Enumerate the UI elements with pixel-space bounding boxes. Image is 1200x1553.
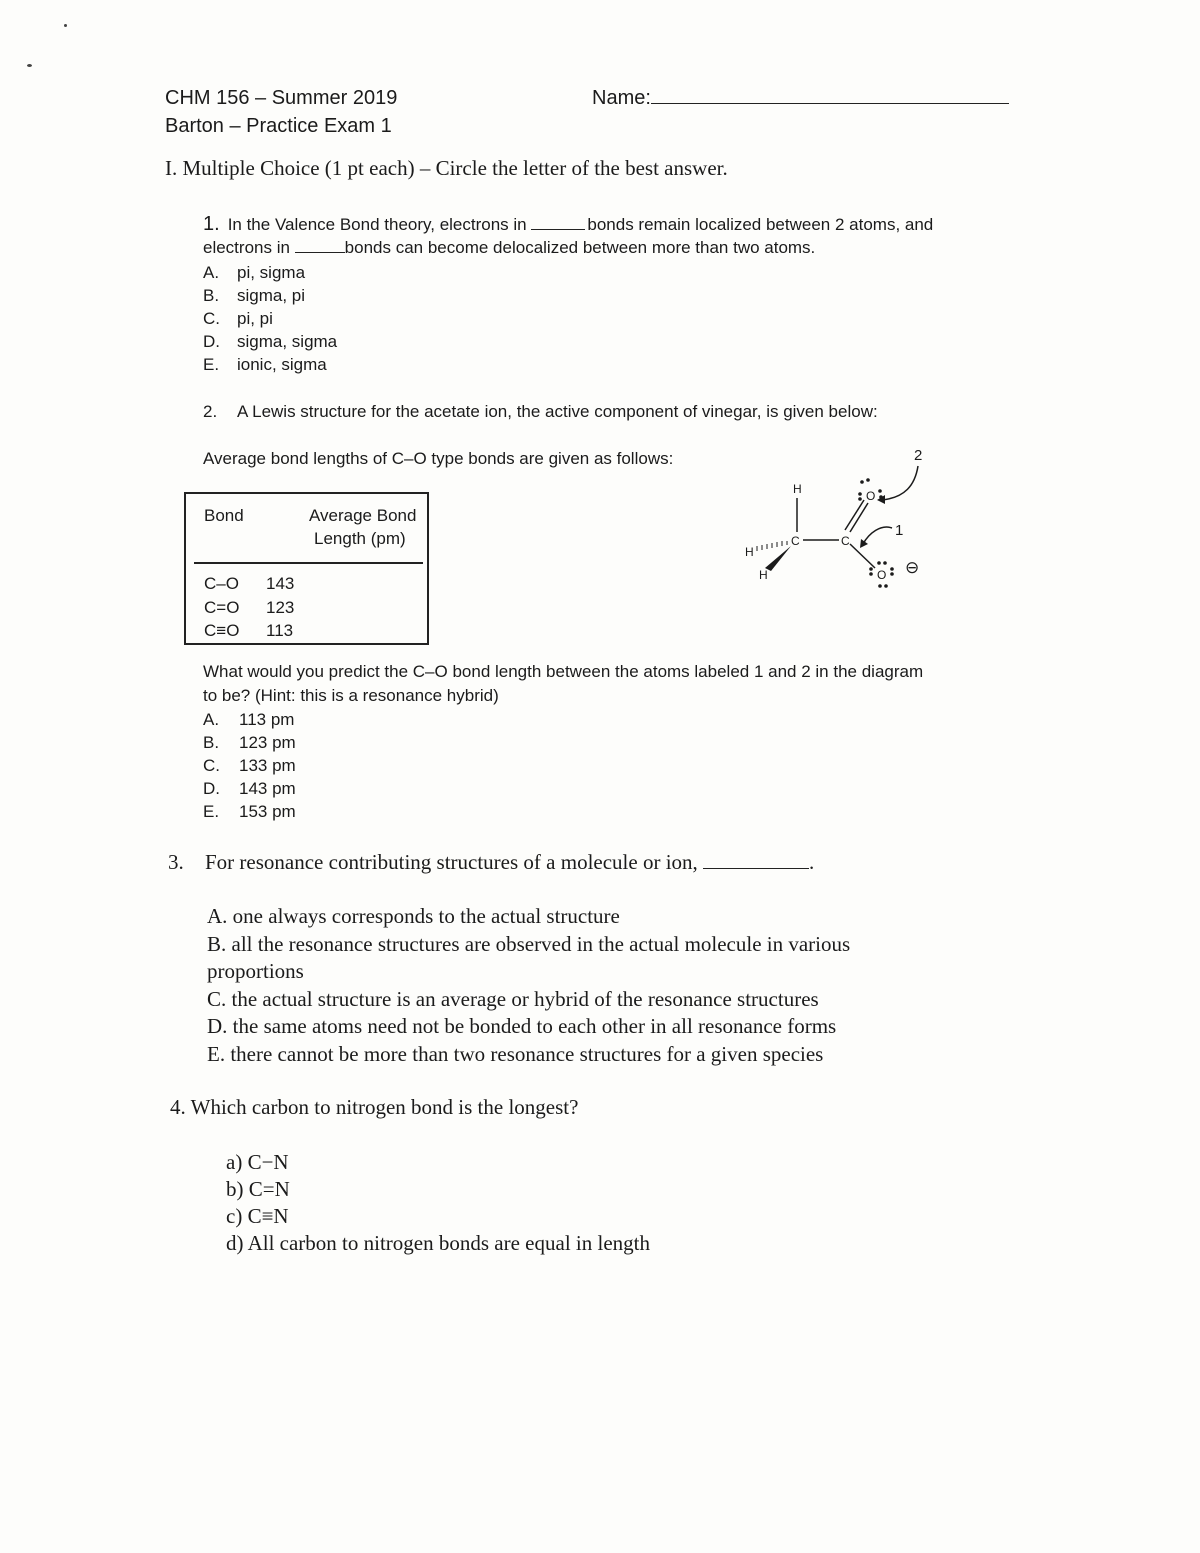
solid-wedge [765, 546, 791, 571]
exam-title: Barton – Practice Exam 1 [165, 115, 392, 137]
q3-option[interactable]: D. the same atoms need not be bonded to each other in all resonance forms [207, 1014, 837, 1038]
table-row: C=O 123 [204, 598, 295, 617]
label-2: 2 [914, 447, 923, 464]
q3-option[interactable]: A. one always corresponds to the actual structure [207, 904, 620, 928]
atom-o-bottom: O [877, 568, 887, 582]
lone-pair-dots [858, 478, 894, 588]
q1-blank-1[interactable] [531, 229, 585, 230]
q1-option[interactable]: E. ionic, sigma [203, 355, 327, 374]
table-row: C≡O 113 [204, 621, 294, 640]
q3-blank[interactable] [703, 868, 809, 869]
q1-option[interactable]: D. sigma, sigma [203, 332, 338, 351]
q1-option[interactable]: A. pi, sigma [203, 263, 306, 282]
hashed-wedge [757, 541, 787, 551]
arrowhead-1 [860, 539, 868, 548]
q2-bond-intro: Average bond lengths of C–O type bonds are given as follows: [203, 449, 674, 468]
curved-arrow-1 [863, 527, 892, 544]
q1-option[interactable]: C. pi, pi [203, 309, 273, 328]
q2-options [203, 708, 296, 823]
q3-number: 3. [168, 850, 184, 874]
course-title: CHM 156 – Summer 2019 [165, 87, 398, 109]
q1-options [203, 261, 337, 376]
q3-option-continued: proportions [207, 959, 304, 983]
table-header-length-1: Average Bond [309, 506, 417, 525]
atom-h-top: H [793, 482, 802, 496]
q4-options [226, 1149, 650, 1257]
table-header-bond: Bond [204, 506, 244, 525]
curved-arrow-2 [881, 466, 918, 500]
q2-text: 2. A Lewis structure for the acetate ion, the active component of vinegar, is given below: [203, 402, 878, 421]
table-rule [194, 562, 423, 564]
q3-text: 3. For resonance contributing structures of a molecule or ion, . [168, 850, 815, 874]
charge-icon: ⊖ [905, 558, 920, 577]
q3-option[interactable]: B. all the resonance structures are observed in the actual molecule in various [207, 931, 851, 956]
atom-c1: C [791, 534, 800, 548]
q4-text: 4. Which carbon to nitrogen bond is the longest? [170, 1095, 579, 1119]
name-field[interactable] [592, 87, 1009, 110]
q3-options [207, 903, 850, 1068]
acetate-lewis-structure [735, 440, 935, 600]
q2-question-line1: What would you predict the C–O bond length between the atoms labeled 1 and 2 in the diagram [203, 662, 924, 681]
atom-h-bottom: H [759, 568, 768, 582]
q1-number: 1. [203, 213, 220, 235]
table-header-length-2: Length (pm) [314, 529, 406, 548]
q1-line2: electrons in bonds can become delocalized between more than two atoms. [203, 238, 816, 257]
q4-option[interactable]: c) C≡N [226, 1204, 289, 1228]
q4-option[interactable]: d) All carbon to nitrogen bonds are equal in length [226, 1231, 650, 1255]
label-1: 1 [895, 522, 904, 539]
q1-line1: 1. In the Valence Bond theory, electrons in bonds remain localized between 2 atoms, and [203, 213, 934, 235]
name-label: Name: [592, 87, 651, 109]
q2-number: 2. [203, 402, 218, 421]
q1-blank-2[interactable] [295, 252, 345, 253]
name-blank[interactable] [651, 103, 1009, 104]
q2-option[interactable]: E. 153 pm [203, 802, 296, 821]
scan-speck [64, 24, 67, 27]
bond-length-table [184, 492, 429, 645]
q4-option[interactable]: b) C=N [226, 1177, 290, 1201]
bond-c-o-single [850, 544, 875, 568]
q3-option[interactable]: C. the actual structure is an average or hybrid of the resonance structures [207, 986, 819, 1011]
q4-option[interactable]: a) C−N [226, 1150, 289, 1174]
atom-o-top: O [866, 489, 876, 503]
q3-option[interactable]: E. there cannot be more than two resonance structures for a given species [207, 1041, 824, 1066]
q1-option[interactable]: B. sigma, pi [203, 286, 306, 305]
atom-c2: C [841, 534, 850, 548]
scan-speck [27, 64, 32, 67]
table-row: C–O 143 [204, 574, 295, 593]
atom-h-left: H [745, 545, 754, 559]
section-title: I. Multiple Choice (1 pt each) – Circle the letter of the best answer. [165, 156, 728, 180]
q2-option[interactable]: D. 143 pm [203, 779, 296, 798]
q2-option[interactable]: A. 113 pm [203, 710, 295, 729]
q2-option[interactable]: B. 123 pm [203, 733, 296, 752]
q2-option[interactable]: C. 133 pm [203, 756, 296, 775]
q2-question-line2: to be? (Hint: this is a resonance hybrid) [203, 686, 499, 705]
